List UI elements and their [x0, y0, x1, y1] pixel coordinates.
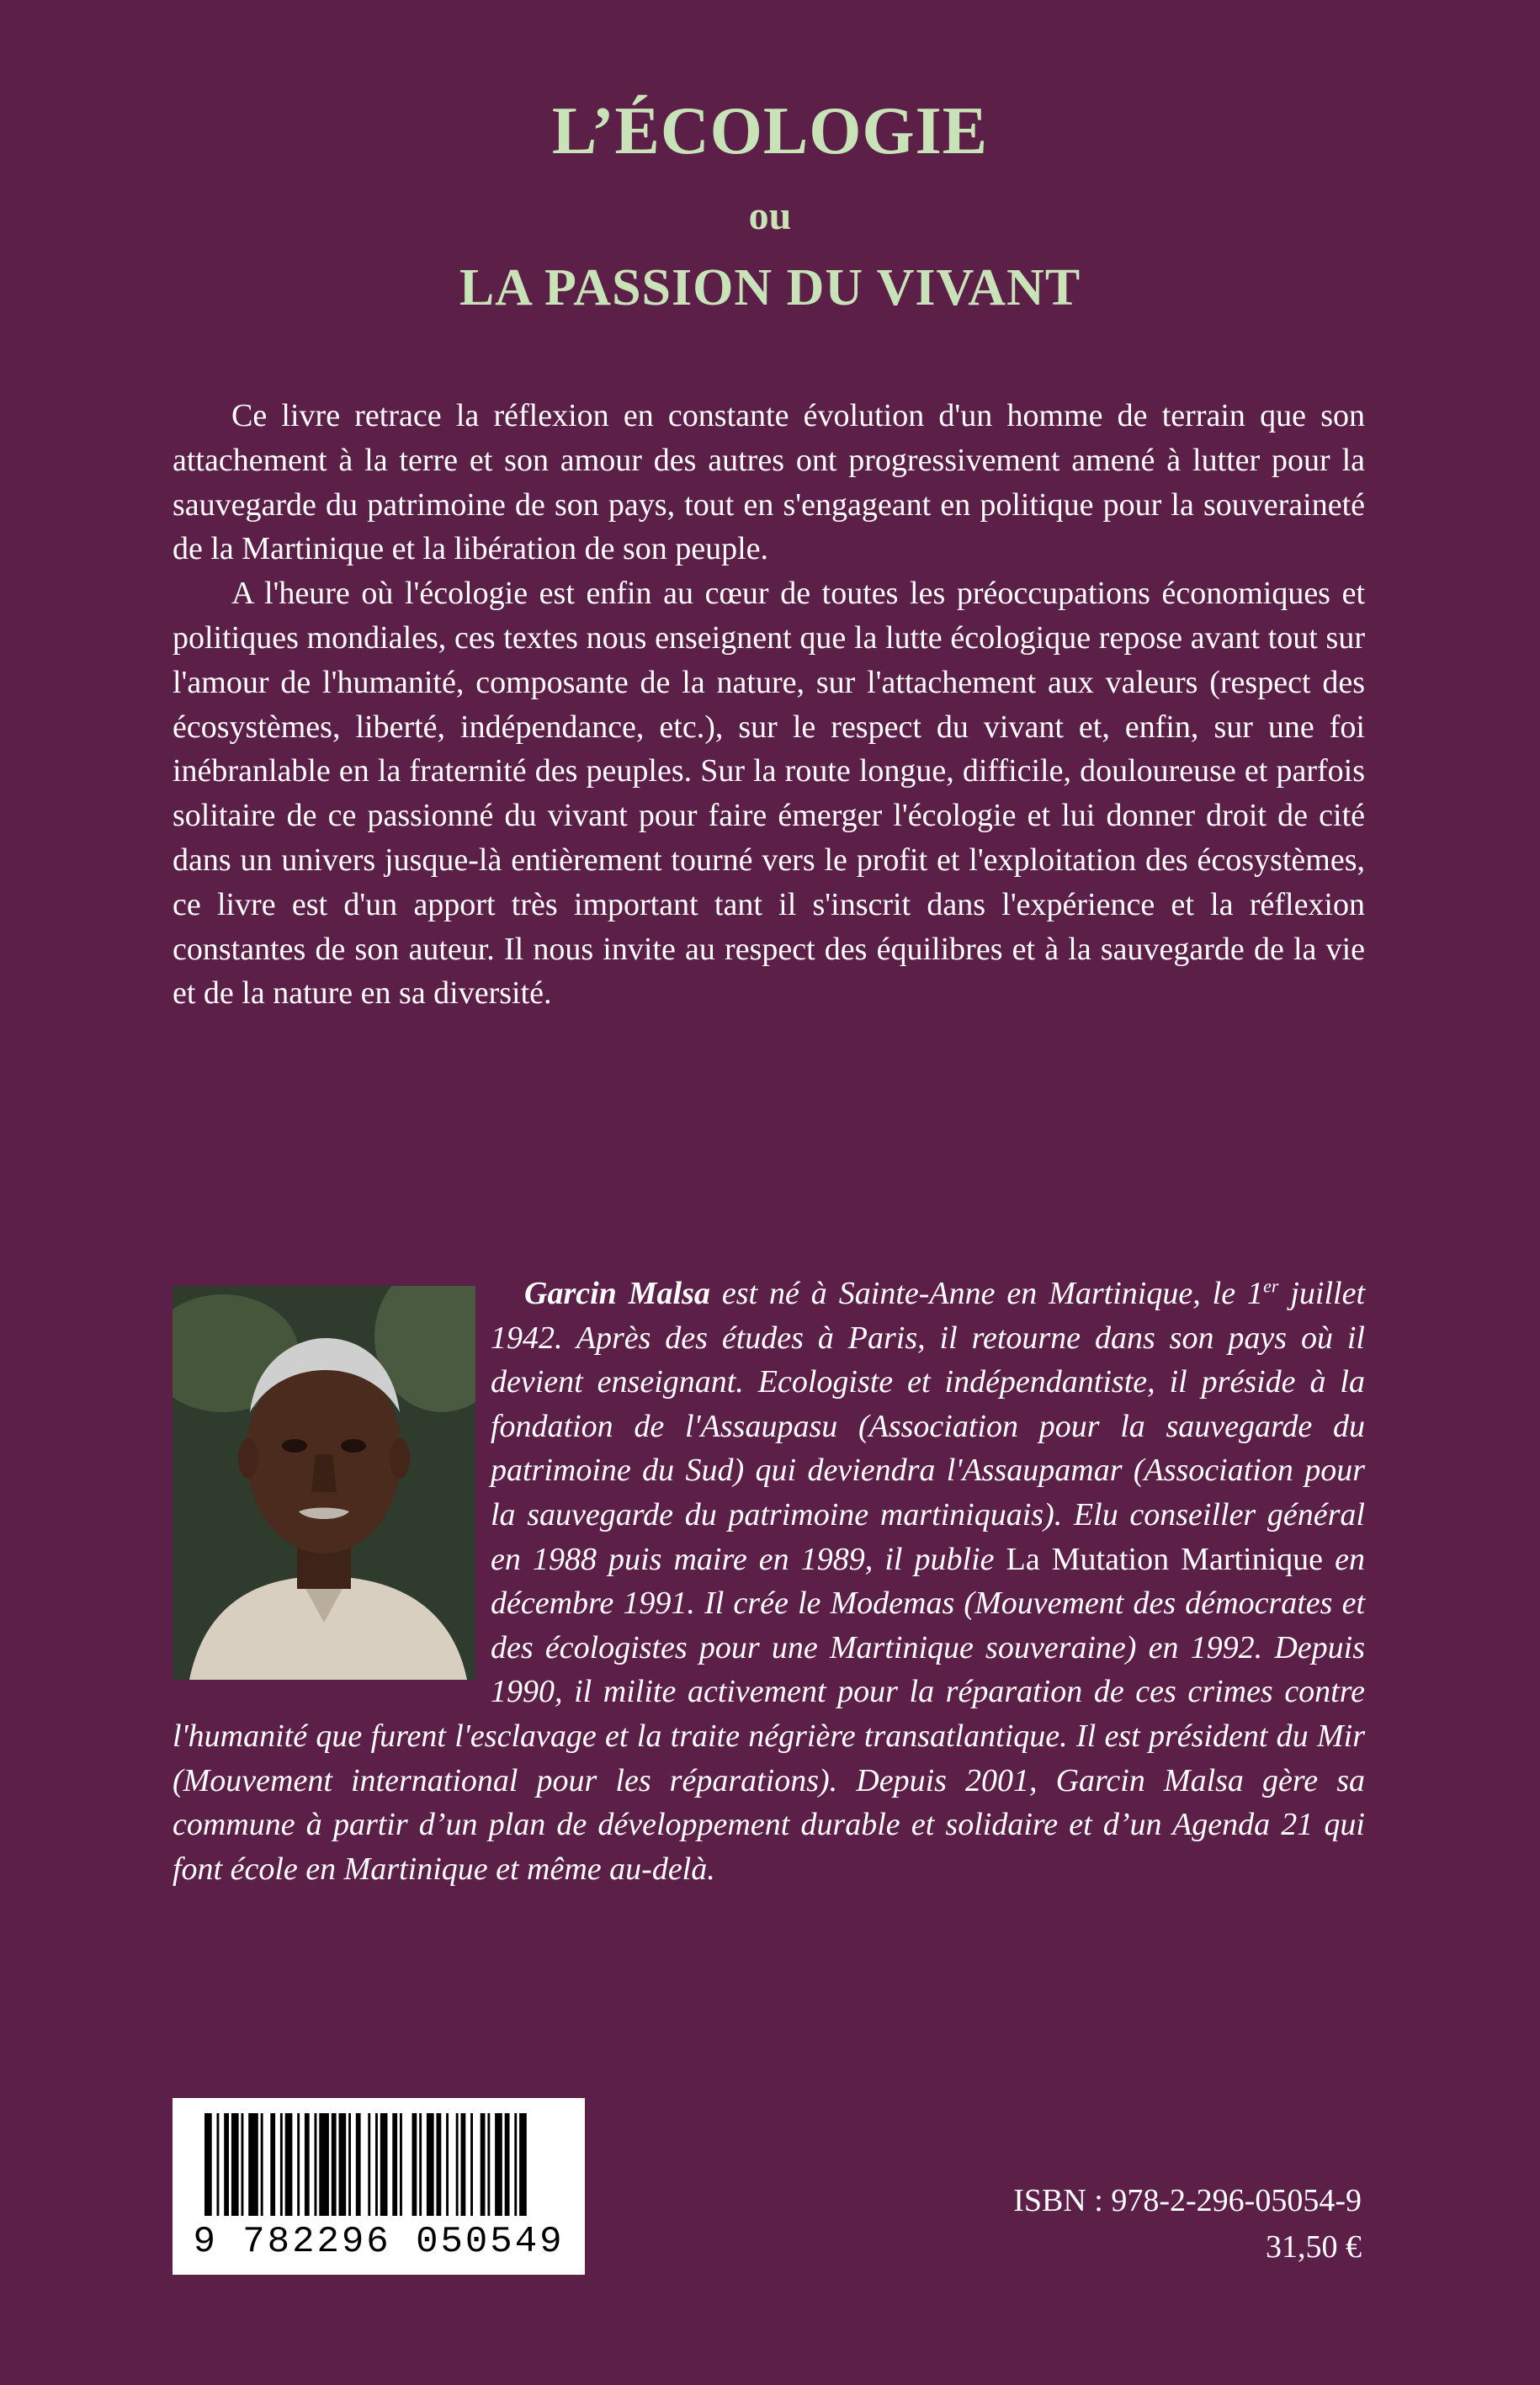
barcode-bar — [315, 2113, 317, 2216]
title-line-1: L’ÉCOLOGIE — [551, 94, 989, 168]
barcode-bar — [519, 2113, 527, 2216]
barcode-bar — [204, 2113, 212, 2216]
bio-paragraph — [173, 1272, 1365, 1891]
bio-text-c: en décembre 1991. Il crée le Modemas (Mouvement des démocrates et des écologistes pour une Martinique souveraine) en 1992. Depuis 1990, il milite activement pour la réparation de ces crimes contre l'humanité que furent l'esclavage et la traite négrière transatlantique. Il est président du Mir (Mouvement international pour les réparations). Depuis 2001, Garcin Malsa gère sa commune à partir d’un plan de développement durable et solidaire et d’un Agenda 21 qui font école en Martinique et même au-delà. — [173, 1541, 1365, 1887]
barcode-bar — [261, 2113, 263, 2216]
bio-text-b: juillet 1942. Après des études à Paris, il retourne dans son pays où il devient enseignant. Ecologiste et indépendantiste, il préside à la fondation de l'Assaupasu (Association pour la sauvegarde du patrimoine du Sud) qui deviendra l'Assaupamar (Association pour la sauvegarde du patrimoine martiniquais). Elu conseiller général en 1988 puis maire en 1989, il publie — [491, 1276, 1365, 1577]
barcode-bar — [380, 2113, 388, 2216]
barcode-bar — [305, 2113, 310, 2216]
barcode-digits: 9 782296 050549 — [193, 2221, 565, 2263]
barcode-bar — [456, 2113, 459, 2216]
barcode-bar — [231, 2113, 239, 2216]
author-biography — [173, 1272, 1365, 1891]
photo-spacer — [173, 1272, 491, 1689]
barcode-bar — [461, 2113, 466, 2216]
barcode-bar — [224, 2113, 229, 2216]
barcode-bar — [412, 2113, 417, 2216]
book-title-reference: La Mutation Martinique — [1006, 1541, 1324, 1577]
title-line-2: ou — [748, 194, 792, 238]
barcode-bar — [356, 2113, 361, 2216]
barcode-bar — [217, 2113, 220, 2216]
barcode-bar — [332, 2113, 337, 2216]
barcode-bar — [427, 2113, 434, 2216]
barcode-bar — [297, 2113, 300, 2216]
barcode-bar — [285, 2113, 293, 2216]
barcode-bar — [280, 2113, 283, 2216]
title-line-3: LA PASSION DU VIVANT — [459, 259, 1081, 316]
price: 31,50 € — [1266, 2229, 1362, 2265]
barcode-bar — [470, 2113, 473, 2216]
ordinal-superscript: er — [1263, 1275, 1279, 1297]
bio-text-a: est né à Sainte-Anne en Martinique, le 1 — [709, 1276, 1264, 1311]
barcode-bar — [437, 2113, 442, 2216]
barcode-bar — [375, 2113, 378, 2216]
barcode-bar — [419, 2113, 422, 2216]
barcode-bar — [446, 2113, 449, 2216]
barcode-bar — [368, 2113, 370, 2216]
barcode-bar — [400, 2113, 402, 2216]
barcode-bar — [481, 2113, 486, 2216]
summary-paragraph-1: Ce livre retrace la réflexion en constante évolution d'un homme de terrain que son attachement à la terre et son amour des autres ont progressivement amené à lutter pour la sauvegarde du patrimoine de son pays, tout en s'engageant en politique pour la souveraineté de la Martinique et la libération de son peuple. — [173, 398, 1365, 567]
barcode-bar — [248, 2113, 258, 2216]
barcode-bar — [242, 2113, 244, 2216]
barcode-bar — [348, 2113, 351, 2216]
barcode-bars — [173, 2098, 585, 2224]
barcode-bar — [319, 2113, 329, 2216]
book-summary — [173, 394, 1365, 1016]
cover-title — [0, 91, 1540, 321]
barcode-bar — [487, 2113, 490, 2216]
barcode-bar — [514, 2113, 517, 2216]
isbn: ISBN : 978-2-296-05054-9 — [1013, 2183, 1362, 2218]
barcode-bar — [339, 2113, 347, 2216]
author-name: Garcin Malsa — [524, 1276, 710, 1311]
summary-paragraph-2: A l'heure où l'écologie est enfin au cœur de toutes les préoccupations économiques et politiques mondiales, ces textes nous enseignent que la lutte écologique repose avant tout sur l'amour de l'humanité, composante de la nature, sur l'attachement aux valeurs (respect des écosystèmes, liberté, indépendance, etc.), sur le respect du vivant et, enfin, sur une foi inébranlable en la fraternité des peuples. Sur la route longue, difficile, douloureuse et parfois solitaire de ce passionné du vivant pour faire émerger l'écologie et lui donner droit de cité dans un univers jusque-là entièrement tourné vers le profit et l'exploitation des écosystèmes, ce livre est d'un apport très important tant il s'inscrit dans l'expérience et la réflexion constantes de son auteur. Il nous invite au respect des équilibres et à la sauvegarde de la vie et de la nature en sa diversité. — [173, 576, 1365, 1012]
barcode-bar — [392, 2113, 397, 2216]
barcode-bar — [495, 2113, 502, 2216]
barcode-bar — [270, 2113, 275, 2216]
barcode-bar — [505, 2113, 510, 2216]
barcode — [173, 2098, 585, 2275]
